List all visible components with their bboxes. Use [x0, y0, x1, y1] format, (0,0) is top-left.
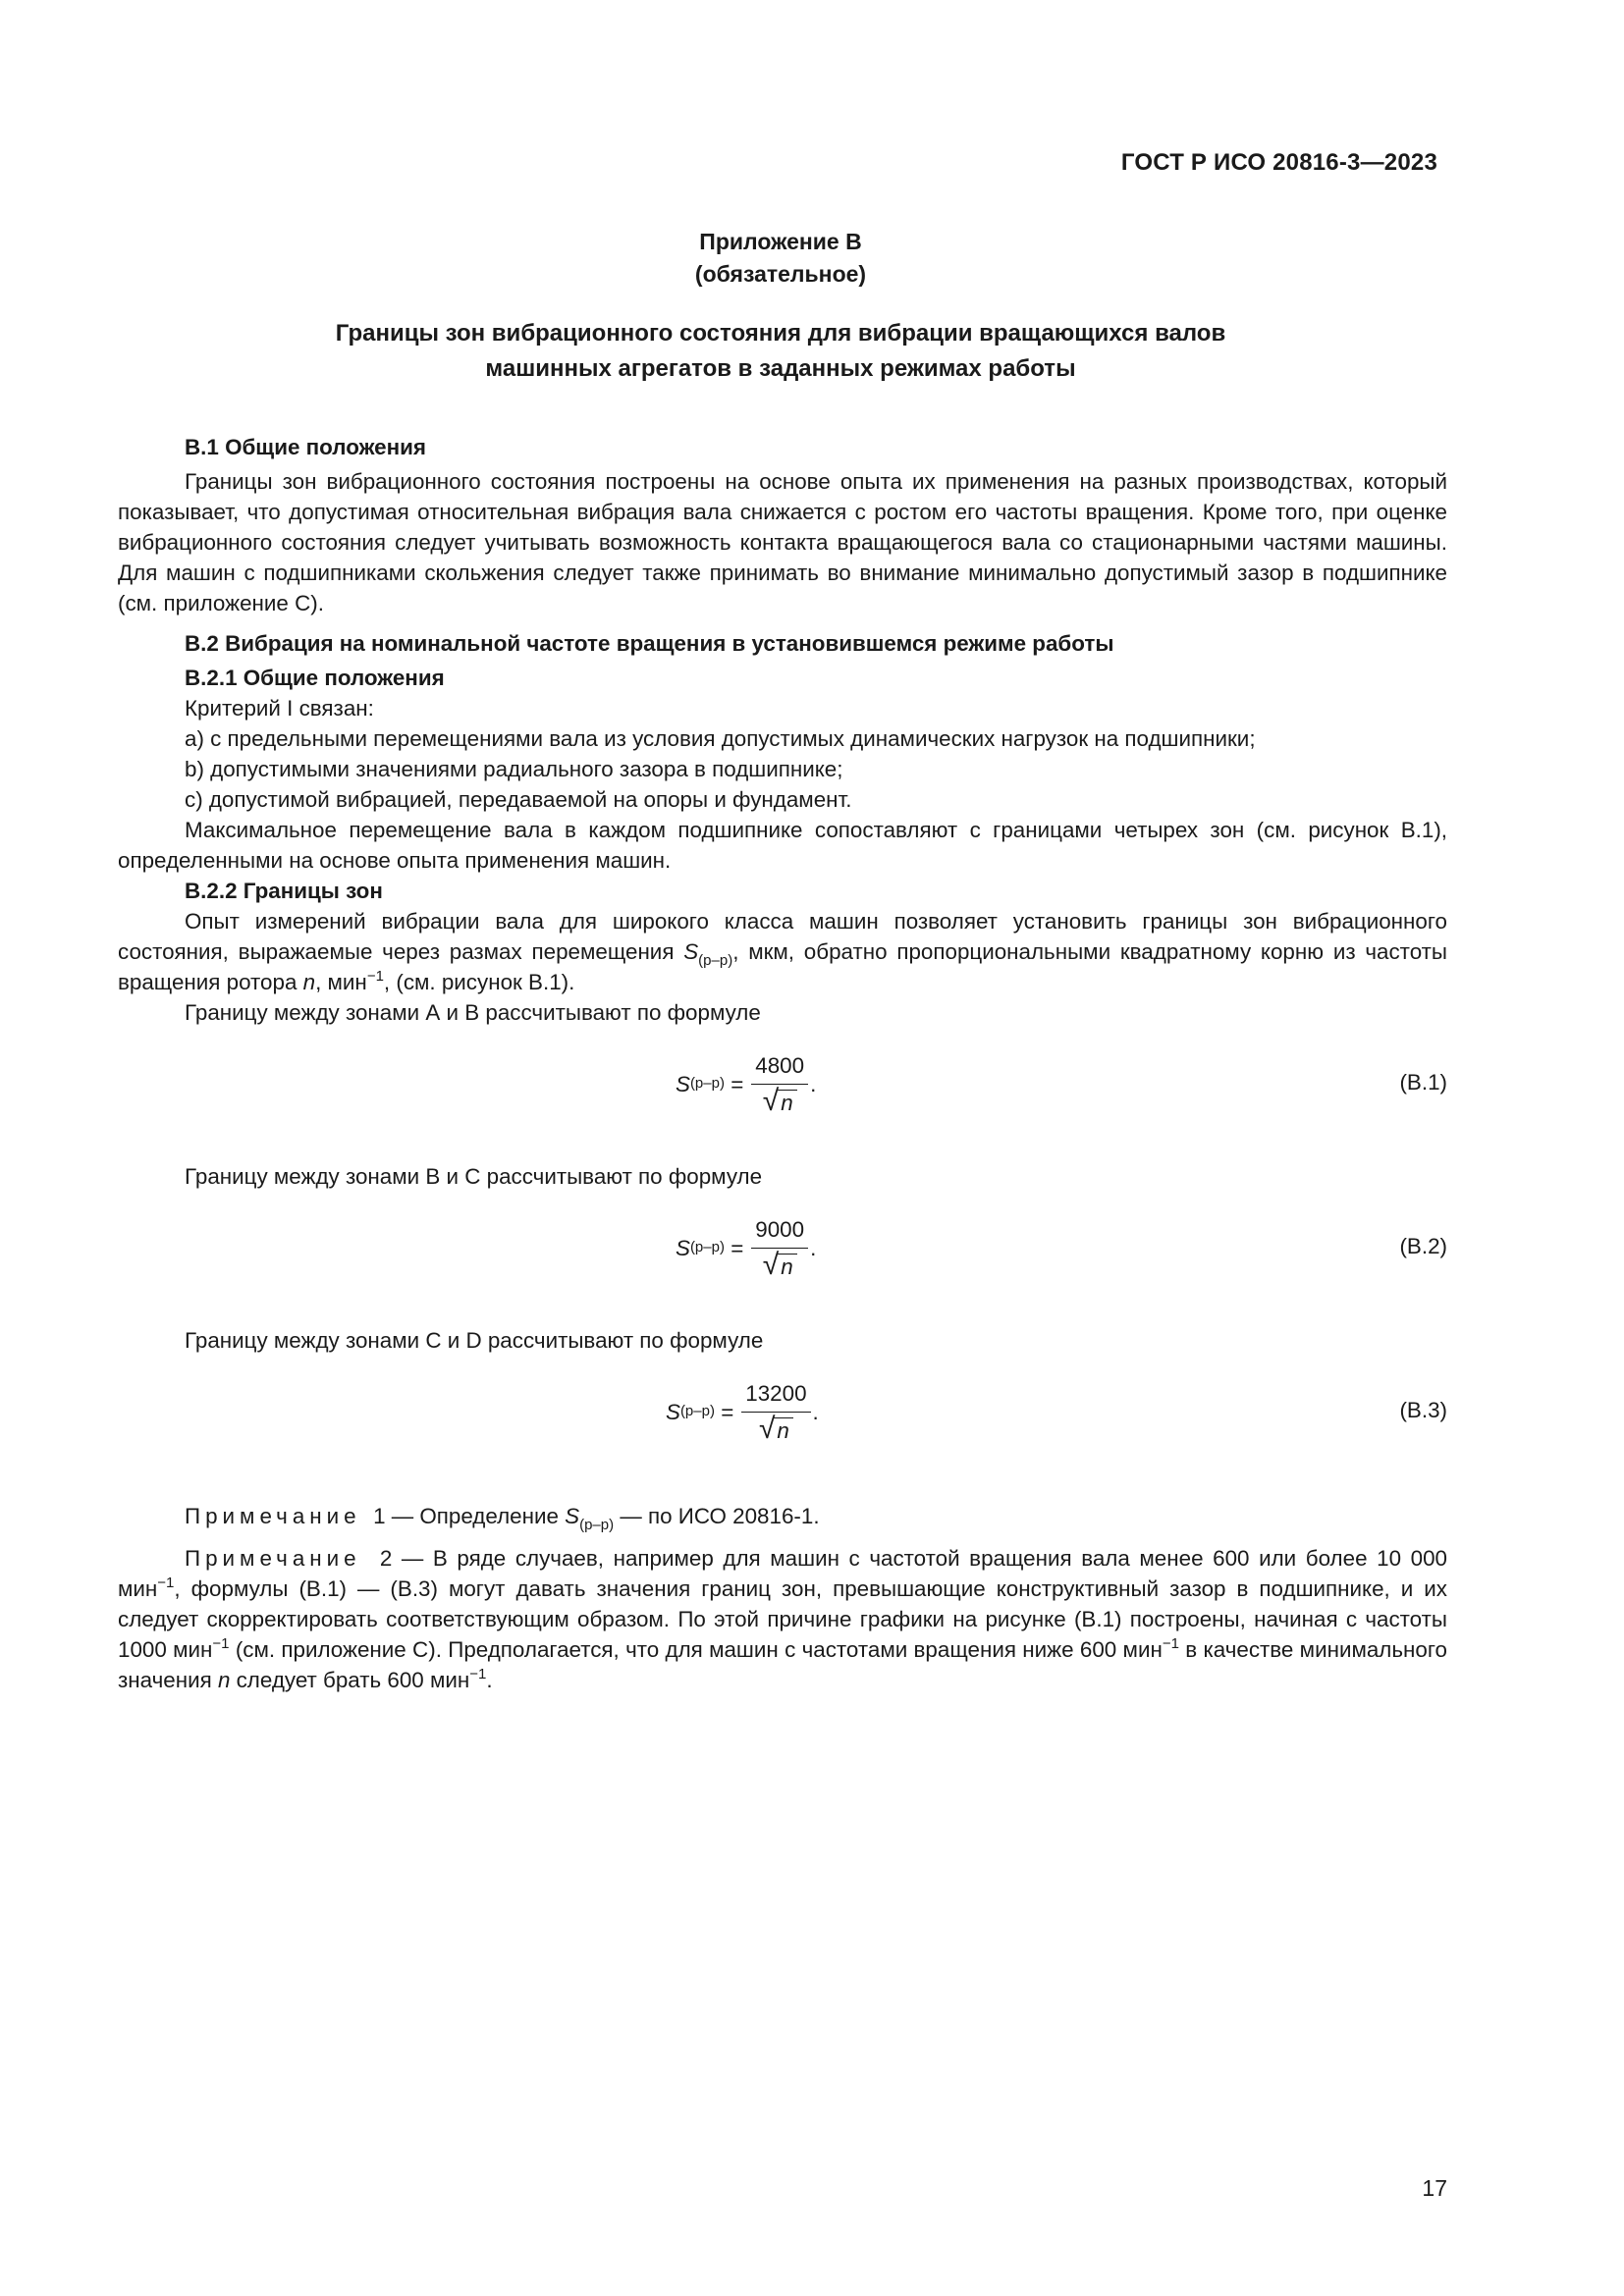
section-b22-heading: В.2.2 Границы зон [185, 879, 383, 903]
formula-b1: S (р–р) = 4800 √ n . (В.1) [676, 1053, 1447, 1117]
annex-label: Приложение В [699, 229, 862, 254]
formula-number: (В.3) [1399, 1398, 1447, 1422]
criterion-intro: Критерий I связан: [185, 696, 374, 721]
formula-b2: S (р–р) = 9000 √ n . (В.2) [676, 1217, 1447, 1281]
zones-paragraph: Опыт измерений вибрации вала для широкого класса машин позволяет установить границы зон вибрационного состояния, выражаемые через размах перемещения $S_{(р-р)}$, мкм, обратно пропорциональными квадратному корню из частоты вращения ротора n, мин$^{-1}$, (см. рисунок В.1). [118, 909, 1447, 994]
section-b1-heading: В.1 Общие положения [185, 435, 426, 459]
cd-intro: Границу между зонами С и D рассчитывают по формуле [185, 1328, 764, 1353]
formula-b3: S (р–р) = 13200 √ n . (В.3) [666, 1381, 1447, 1445]
section-b2-heading: В.2 Вибрация на номинальной частоте вращения в установившемся режиме работы [185, 631, 1114, 656]
note-2: Примечание 2 — В ряде случаев, например для машин с частотой вращения вала менее 600 или более 10 000 мин$^{-1}$, формулы (В.1) — (В.3) могут давать значения границ зон, превышающие конструктивный зазор в подшипнике, и их следует скорректировать соответствующим образом. По этой причине графики на рисунке (В.1) построены, начиная с частоты 1000 мин$^{-1}$ (см. приложение С). Предполагается, что для машин с частотами вращения ниже 600 мин$^{-1}$ в качестве минимального значения n следует брать 600 мин$^{-1}$. [118, 1546, 1447, 1692]
annex-status: (обязательное) [694, 261, 867, 287]
annex-title-line1: Границы зон вибрационного состояния для вибрации вращающихся валов [335, 320, 1226, 347]
section-b1-paragraph: Границы зон вибрационного состояния построены на основе опыта их применения на разных производствах, который показывает, что допустимая относительная вибрация вала снижается с ростом его частоты вращения. Кроме того, при оценке вибрационного состояния следует учитывать возможность контакта вращающегося вала со стационарными частями машины. Для машин с подшипниками скольжения следует также принимать во внимание минимально допустимый зазор в подшипнике (см. приложение С). [118, 469, 1447, 615]
standard-code: ГОСТ Р ИСО 20816-3—2023 [1120, 149, 1437, 176]
annex-title [0, 316, 1561, 387]
section-b21-heading: В.2.1 Общие положения [185, 666, 445, 690]
page-number: 17 [1422, 2175, 1447, 2201]
formula-number: (В.1) [1399, 1070, 1447, 1095]
bc-intro: Границу между зонами В и С рассчитывают по формуле [185, 1164, 763, 1189]
list-item: a) с предельными перемещениями вала из условия допустимых динамических нагрузок на подшипники; [185, 726, 1256, 751]
annex-heading [0, 226, 1561, 291]
ab-intro: Границу между зонами А и В рассчитывают по формуле [185, 1000, 761, 1025]
document-body [118, 432, 1447, 1695]
max-displacement-paragraph: Максимальное перемещение вала в каждом подшипнике сопоставляют с границами четырех зон (см. рисунок В.1), определенными на основе опыта применения машин. [118, 818, 1447, 873]
list-item: b) допустимыми значениями радиального зазора в подшипнике; [185, 757, 843, 781]
formula-number: (В.2) [1399, 1234, 1447, 1258]
list-item: c) допустимой вибрацией, передаваемой на опоры и фундамент. [185, 787, 852, 812]
annex-title-line2: машинных агрегатов в заданных режимах работы [485, 355, 1076, 382]
note-1: Примечание 1 — Определение $S_{(р-р)}$ — по ИСО 20816-1. [185, 1504, 820, 1533]
